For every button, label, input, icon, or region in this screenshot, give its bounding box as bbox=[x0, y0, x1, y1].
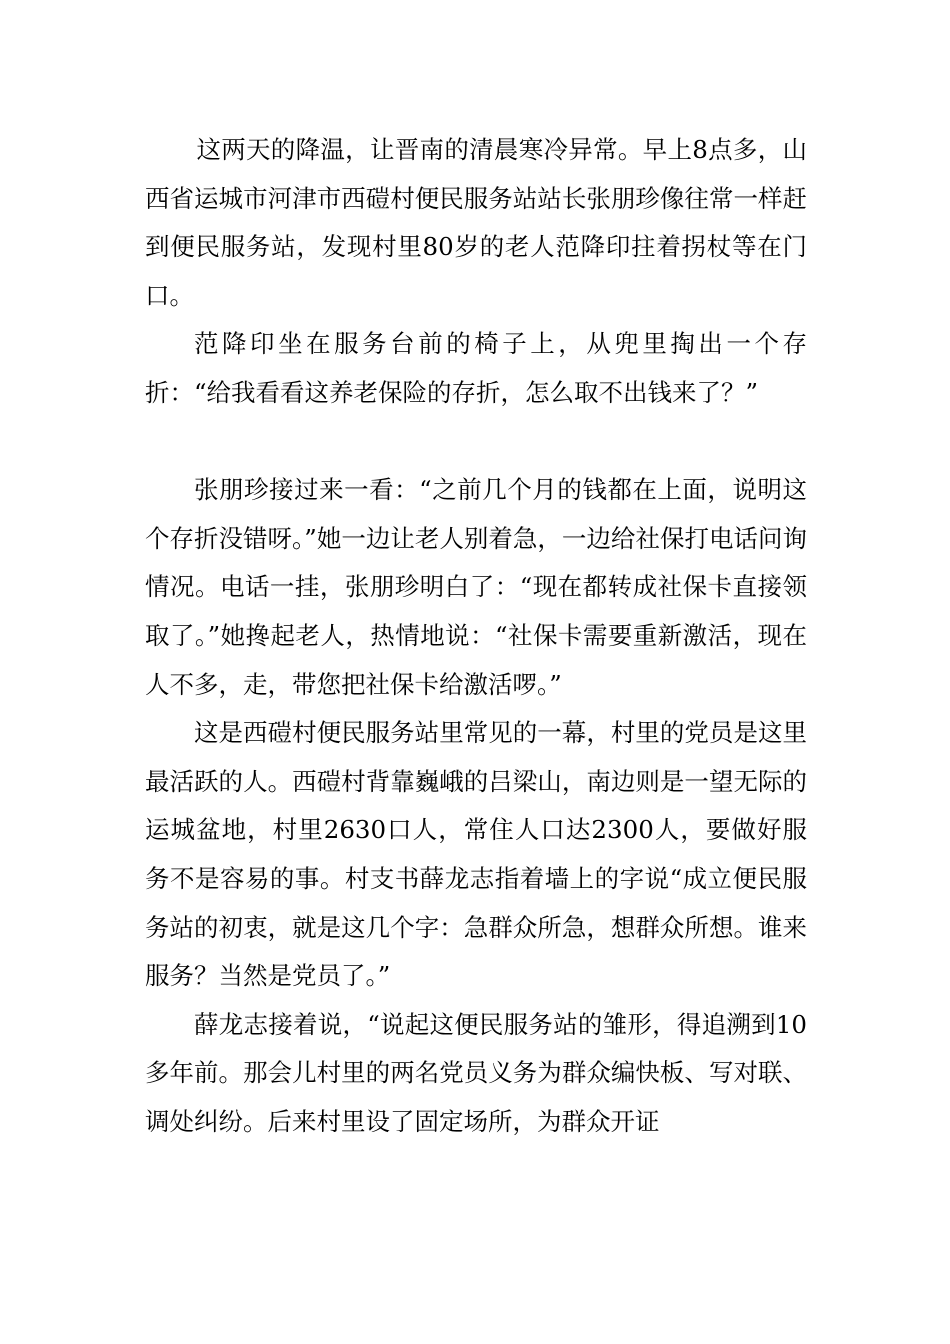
article-body bbox=[145, 126, 807, 1146]
paragraph-2: 范降印坐在服务台前的椅子上，从兜里掏出一个存折：“给我看看这养老保险的存折，怎么取不出钱来了？” bbox=[145, 329, 807, 407]
paragraph-spacer bbox=[145, 418, 807, 467]
paragraph-4: 这是西磑村便民服务站里常见的一幕，村里的党员是这里最活跃的人。西磑村背靠巍峨的吕梁山，南边则是一望无际的运城盆地，村里2630口人，常住人口达2300人，要做好服务不是容易的事。村支书薛龙志指着墙上的字说“成立便民服务站的初衷，就是这几个字：急群众所急，想群众所想。谁来服务？当然是党员了。” bbox=[145, 718, 807, 991]
paragraph-1: 这两天的降温，让晋南的清晨寒冷异常。早上8点多，山西省运城市河津市西磑村便民服务站站长张朋珍像往常一样赶到便民服务站，发现村里80岁的老人范降印拄着拐杖等在门口。 bbox=[145, 135, 807, 310]
paragraph-3: 张朋珍接过来一看：“之前几个月的钱都在上面，说明这个存折没错呀。”她一边让老人别着急，一边给社保打电话问询情况。电话一挂，张朋珍明白了：“现在都转成社保卡直接领取了。”她搀起老人，热情地说：“社保卡需要重新激活，现在人不多，走，带您把社保卡给激活啰。” bbox=[145, 475, 807, 699]
paragraph-5: 薛龙志接着说，“说起这便民服务站的雏形，得追溯到10多年前。那会儿村里的两名党员义务为群众编快板、写对联、调处纠纷。后来村里设了固定场所，为群众开证 bbox=[145, 1009, 807, 1136]
